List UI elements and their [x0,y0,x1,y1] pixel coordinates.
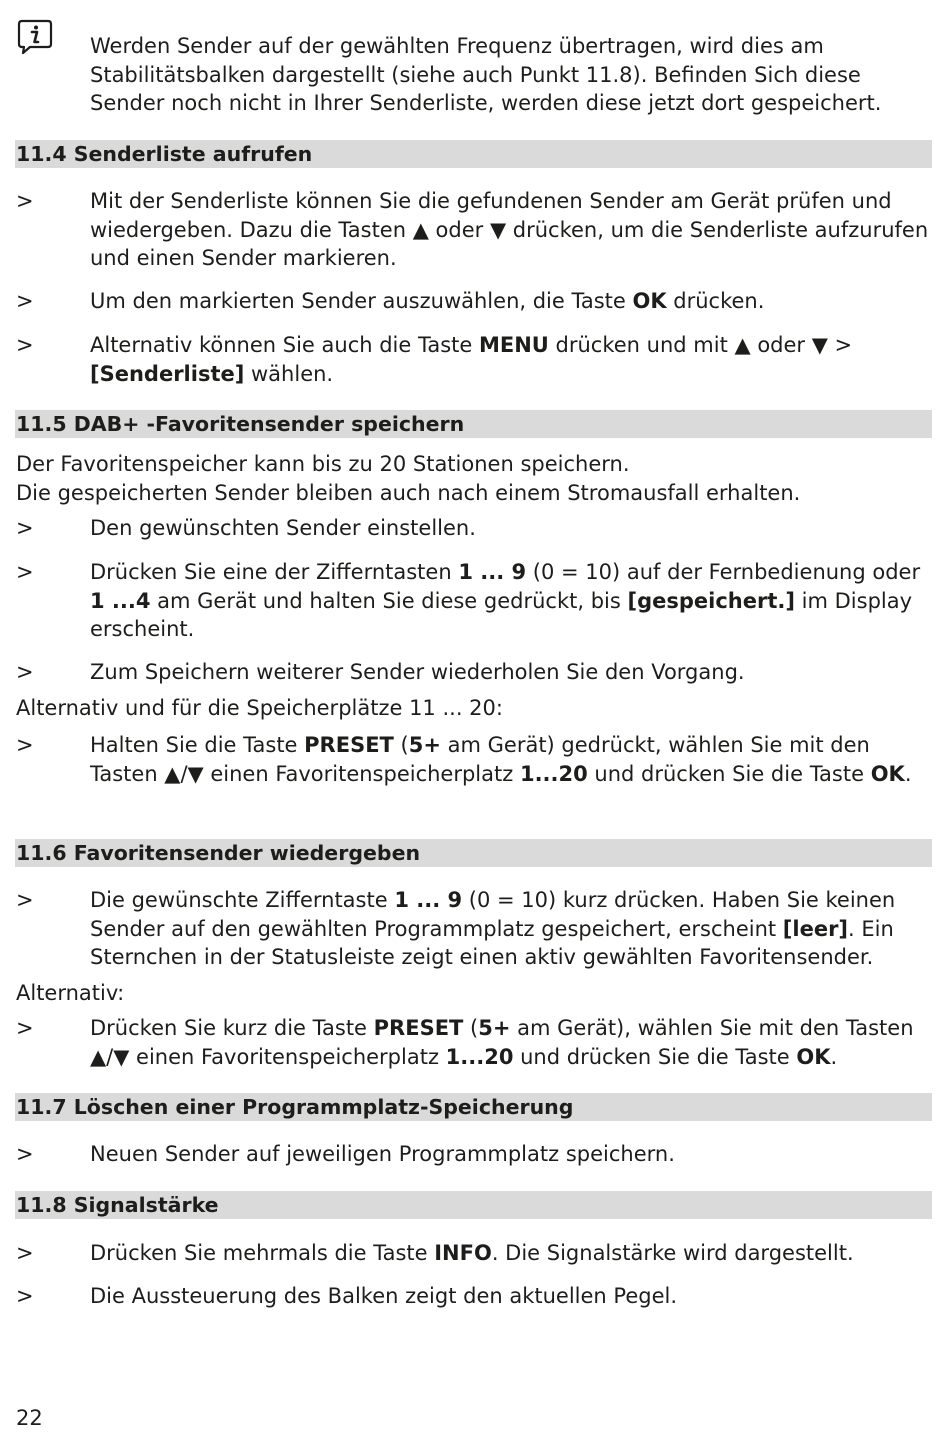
bullet-marker: > [16,560,34,584]
list-item: > Halten Sie die Taste PRESET (5+ am Gerät) gedrückt, wählen Sie mit den Tasten ▲/▼ einen Favoritenspeicherplatz 1...20 und drücken Sie die Taste OK. [16,733,912,786]
info-icon [16,18,54,56]
bullet-marker: > [16,1284,34,1308]
bullet-marker: > [16,660,34,684]
list-item: > Um den markierten Sender auszuwählen, die Taste OK drücken. [16,287,936,316]
list-item: > Neuen Sender auf jeweiligen Programmplatz speichern. [16,1140,936,1169]
bullet-marker: > [16,289,34,313]
list-item: > Drücken Sie mehrmals die Taste INFO. Die Signalstärke wird dargestellt. [16,1239,936,1268]
section-heading-11-4: 11.4 Senderliste aufrufen [15,140,932,168]
list-item: > Die gewünschte Zifferntaste 1 ... 9 (0 = 10) kurz drücken. Haben Sie keinen Sender auf den gewählten Programmplatz gespeichert, erscheint [leer]. Ein Sternchen in der Statusleiste zeigt einen aktiv gewählten Favoritensender. [16,888,896,969]
section-heading-11-6: 11.6 Favoritensender wiedergeben [15,839,932,867]
list-item: > Mit der Senderliste können Sie die gefundenen Sender am Gerät prüfen und wiedergeben. Dazu die Tasten ▲ oder ▼ drücken, um die Senderliste aufzurufen und einen Sender markieren. [16,189,929,270]
page-number: 22 [16,1406,43,1430]
paragraph: Alternativ: [16,981,125,1005]
info-note-text: Werden Sender auf der gewählten Frequenz übertragen, wird dies am Stabilitätsbalken dargestellt (siehe auch Punkt 11.8). Befinden Sich diese Sender noch nicht in Ihrer Senderliste, werden diese jetzt dort gespeichert. [90,34,882,115]
list-item: > Den gewünschten Sender einstellen. [16,514,936,543]
list-item: > Zum Speichern weiterer Sender wiederholen Sie den Vorgang. [16,658,936,687]
bullet-marker: > [16,888,34,912]
bullet-marker: > [16,1241,34,1265]
bullet-marker: > [16,1016,34,1040]
list-item: > Alternativ können Sie auch die Taste MENU drücken und mit ▲ oder ▼ > [Senderliste] wählen. [16,333,853,386]
section-heading-11-7: 11.7 Löschen einer Programmplatz-Speicherung [15,1093,932,1121]
list-item: > Die Aussteuerung des Balken zeigt den aktuellen Pegel. [16,1282,936,1311]
bullet-marker: > [16,733,34,757]
bullet-marker: > [16,333,34,357]
bullet-marker: > [16,1142,34,1166]
paragraph: Die gespeicherten Sender bleiben auch nach einem Stromausfall erhalten. [16,481,801,505]
paragraph: Der Favoritenspeicher kann bis zu 20 Stationen speichern. [16,452,630,476]
bullet-marker: > [16,189,34,213]
section-heading-11-5: 11.5 DAB+ -Favoritensender speichern [15,410,932,438]
paragraph: Alternativ und für die Speicherplätze 11 ... 20: [16,696,503,720]
section-heading-11-8: 11.8 Signalstärke [15,1191,932,1219]
bullet-marker: > [16,516,34,540]
list-item: > Drücken Sie kurz die Taste PRESET (5+ am Gerät), wählen Sie mit den Tasten ▲/▼ einen Favoritenspeicherplatz 1...20 und drücken Sie die Taste OK. [16,1016,914,1069]
list-item: > Drücken Sie eine der Zifferntasten 1 ... 9 (0 = 10) auf der Fernbedienung oder 1 ...4 am Gerät und halten Sie diese gedrückt, bis [gespeichert.] im Display erscheint. [16,560,921,641]
